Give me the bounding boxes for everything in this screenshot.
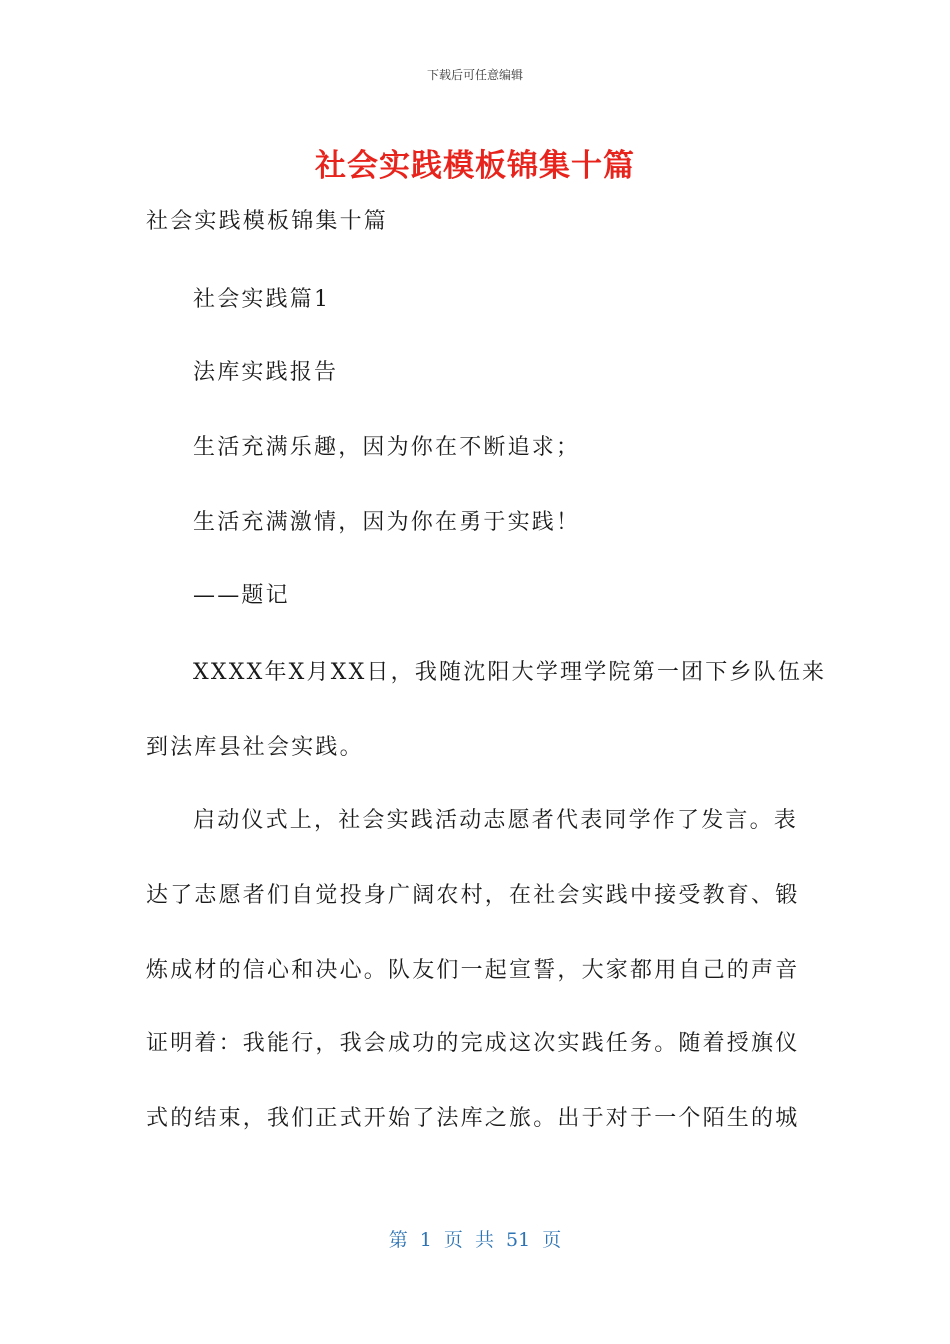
page-number-footer: 第 1 页 共 51 页 — [388, 1229, 562, 1251]
epigraph-line-2: 生活充满激情，因为你在勇于实践！ — [193, 510, 581, 535]
paragraph-line: 式的结束，我们正式开始了法库之旅。出于对于一个陌生的城 — [146, 1106, 800, 1131]
section-heading: 社会实践篇1 — [193, 287, 331, 312]
subtitle-line: 社会实践模板锦集十篇 — [146, 209, 389, 234]
document-title: 社会实践模板锦集十篇 — [315, 148, 635, 184]
paragraph-line: XXXX年X月XX日，我随沈阳大学理学院第一团下乡队伍来 — [193, 660, 827, 685]
report-title: 法库实践报告 — [193, 360, 339, 385]
paragraph-line: 炼成材的信心和决心。队友们一起宣誓，大家都用自己的声音 — [146, 958, 800, 983]
paragraph-line: 到法库县社会实践。 — [146, 735, 364, 760]
epigraph-attribution: ——题记 — [193, 583, 290, 608]
header-note: 下载后可任意编辑 — [426, 68, 523, 82]
epigraph-line-1: 生活充满乐趣，因为你在不断追求； — [193, 435, 581, 460]
paragraph-line: 启动仪式上，社会实践活动志愿者代表同学作了发言。表 — [193, 808, 799, 833]
paragraph-line: 证明着：我能行，我会成功的完成这次实践任务。随着授旗仪 — [146, 1031, 800, 1056]
paragraph-line: 达了志愿者们自觉投身广阔农村，在社会实践中接受教育、锻 — [146, 883, 800, 908]
